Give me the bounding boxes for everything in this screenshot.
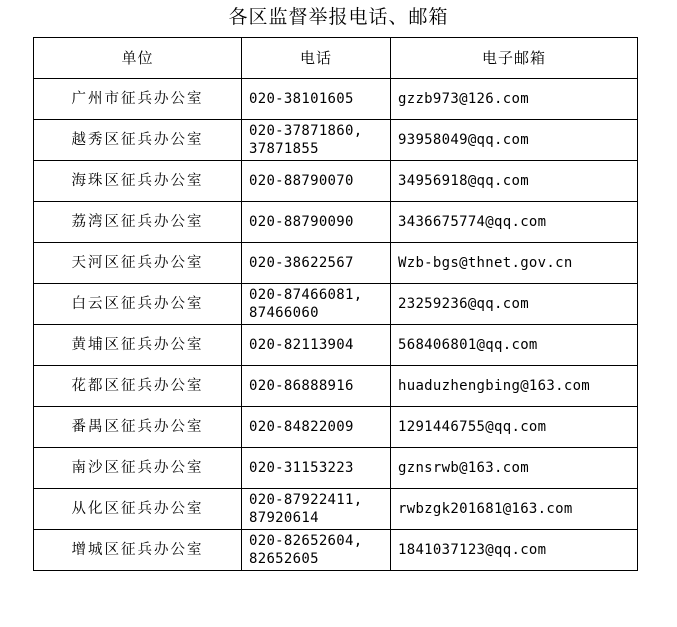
email-cell: Wzb-bgs@thnet.gov.cn — [391, 243, 638, 284]
table-row — [34, 120, 638, 161]
phone-cell — [242, 161, 391, 202]
phone-number: 87466060 — [249, 305, 319, 321]
table-header — [34, 38, 638, 79]
phone-number: 020-38622567 — [249, 255, 354, 271]
phone-number: 020-38101605 — [249, 91, 354, 107]
table-row — [34, 407, 638, 448]
email-cell: 568406801@qq.com — [391, 325, 638, 366]
email-cell: 1841037123@qq.com — [391, 530, 638, 571]
phone-cell — [242, 325, 391, 366]
table-row — [34, 243, 638, 284]
phone-cell — [242, 366, 391, 407]
phone-number: 020-37871860, — [249, 123, 363, 139]
unit-cell: 黄埔区征兵办公室 — [34, 325, 242, 366]
phone-number: 020-87922411, — [249, 492, 363, 508]
page-title: 各区监督举报电话、邮箱 — [228, 6, 449, 28]
unit-cell: 从化区征兵办公室 — [34, 489, 242, 530]
header-phone: 电话 — [242, 38, 391, 79]
unit-cell: 南沙区征兵办公室 — [34, 448, 242, 489]
table-row — [34, 448, 638, 489]
email-cell: 93958049@qq.com — [391, 120, 638, 161]
phone-number: 020-31153223 — [249, 460, 354, 476]
phone-cell — [242, 407, 391, 448]
phone-cell — [242, 79, 391, 120]
unit-cell: 番禺区征兵办公室 — [34, 407, 242, 448]
phone-number: 020-88790090 — [249, 214, 354, 230]
phone-number: 020-86888916 — [249, 378, 354, 394]
table-row — [34, 79, 638, 120]
header-unit: 单位 — [34, 38, 242, 79]
table-body — [34, 79, 638, 571]
phone-number: 020-82652604, — [249, 533, 363, 549]
table-row — [34, 284, 638, 325]
phone-cell — [242, 202, 391, 243]
table-row — [34, 161, 638, 202]
phone-cell — [242, 530, 391, 571]
email-cell: 34956918@qq.com — [391, 161, 638, 202]
phone-cell — [242, 120, 391, 161]
email-cell: gznsrwb@163.com — [391, 448, 638, 489]
table-row — [34, 530, 638, 571]
phone-number: 87920614 — [249, 510, 319, 526]
phone-cell — [242, 284, 391, 325]
unit-cell: 海珠区征兵办公室 — [34, 161, 242, 202]
email-cell: 1291446755@qq.com — [391, 407, 638, 448]
phone-number: 020-88790070 — [249, 173, 354, 189]
table-row — [34, 325, 638, 366]
phone-number: 020-87466081, — [249, 287, 363, 303]
email-cell: 3436675774@qq.com — [391, 202, 638, 243]
email-cell: 23259236@qq.com — [391, 284, 638, 325]
table-row — [34, 489, 638, 530]
header-email: 电子邮箱 — [391, 38, 638, 79]
phone-number: 37871855 — [249, 141, 319, 157]
contact-table — [33, 37, 638, 571]
unit-cell: 荔湾区征兵办公室 — [34, 202, 242, 243]
phone-number: 82652605 — [249, 551, 319, 567]
table-row — [34, 366, 638, 407]
unit-cell: 花都区征兵办公室 — [34, 366, 242, 407]
email-cell: huaduzhengbing@163.com — [391, 366, 638, 407]
email-cell: gzzb973@126.com — [391, 79, 638, 120]
unit-cell: 越秀区征兵办公室 — [34, 120, 242, 161]
header-row — [34, 38, 638, 79]
unit-cell: 广州市征兵办公室 — [34, 79, 242, 120]
phone-cell — [242, 489, 391, 530]
phone-cell — [242, 448, 391, 489]
email-cell: rwbzgk201681@163.com — [391, 489, 638, 530]
phone-number: 020-84822009 — [249, 419, 354, 435]
phone-cell — [242, 243, 391, 284]
unit-cell: 天河区征兵办公室 — [34, 243, 242, 284]
table-row — [34, 202, 638, 243]
phone-number: 020-82113904 — [249, 337, 354, 353]
unit-cell: 增城区征兵办公室 — [34, 530, 242, 571]
unit-cell: 白云区征兵办公室 — [34, 284, 242, 325]
